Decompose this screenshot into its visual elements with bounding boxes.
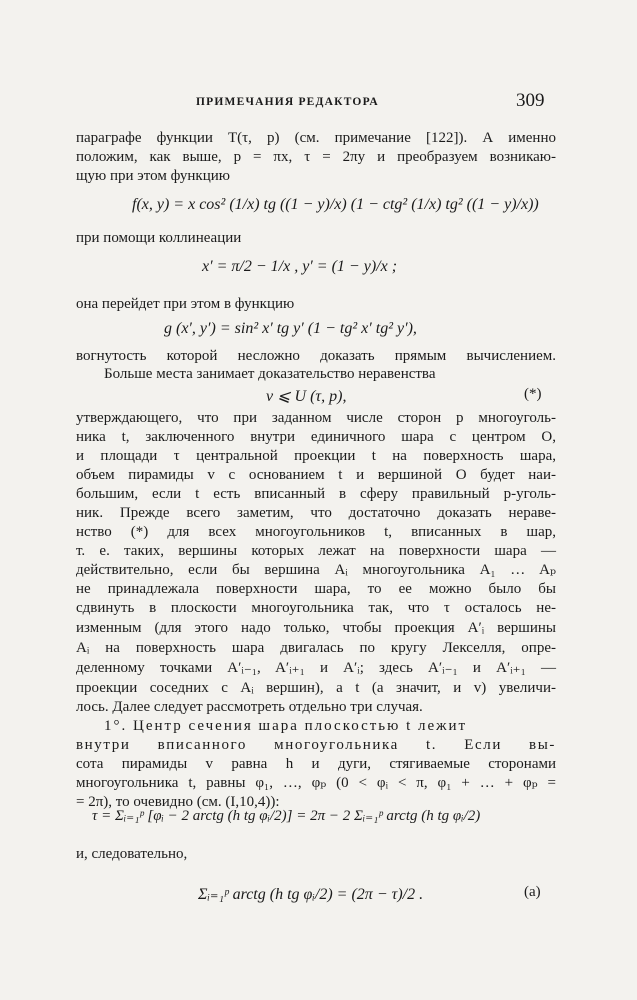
- formula-tau: τ = Σᵢ₌₁ᵖ [φᵢ − 2 arctg (h tg φᵢ/2)] = 2π − 2 Σᵢ₌₁ᵖ arctg (h tg φᵢ/2): [92, 808, 481, 824]
- text-line: т. е. таких, вершины которых лежат на поверхности шара —: [76, 543, 556, 559]
- text-line: действительно, если бы вершина Aᵢ многоугольника A₁ … Aₚ: [76, 562, 556, 578]
- text-line: и, следовательно,: [76, 846, 188, 862]
- formula-a: Σᵢ₌₁ᵖ arctg (h tg φᵢ/2) = (2π − τ)/2 .: [198, 886, 424, 903]
- running-head: ПРИМЕЧАНИЯ РЕДАКТОРА: [196, 96, 379, 108]
- text-line: проекции соседних с Aᵢ вершин), а t (а значит, и v) увеличи-: [76, 680, 556, 696]
- text-line: сота пирамиды v равна h и дуги, стягиваемые сторонами: [76, 756, 556, 772]
- page-number: 309: [516, 90, 545, 111]
- formula-collineation: x′ = π/2 − 1/x , y′ = (1 − y)/x ;: [202, 258, 398, 275]
- text-line: она перейдет при этом в функцию: [76, 296, 295, 312]
- text-line: объем пирамиды v с основанием t и вершиной O будет наи-: [76, 467, 556, 483]
- formula-f: f(x, y) = x cos² (1/x) tg ((1 − y)/x) (1 − ctg² (1/x) tg² ((1 − y)/x)): [132, 196, 539, 213]
- text-line: = 2π), то очевидно (см. (I,10,4)):: [76, 794, 280, 810]
- text-line: при помощи коллинеации: [76, 230, 242, 246]
- text-line: и площади τ центральной проекции t на поверхность шара,: [76, 448, 556, 464]
- equation-tag: (*): [524, 386, 542, 402]
- section-heading: 1°. Центр сечения шара плоскостью t лежит: [104, 718, 468, 734]
- text-line: ник. Прежде всего заметим, что достаточно доказать нераве-: [76, 505, 556, 521]
- text-line: утверждающего, что при заданном числе сторон p многоуголь-: [76, 410, 556, 426]
- formula-inequality: v ⩽ U (τ, p),: [266, 388, 347, 405]
- text-line: многоугольника t, равны φ₁, …, φₚ (0 < φᵢ < π, φ₁ + … + φₚ =: [76, 775, 556, 791]
- equation-tag: (a): [524, 884, 541, 900]
- formula-g: g (x′, y′) = sin² x′ tg y′ (1 − tg² x′ tg² y′),: [164, 320, 417, 337]
- text-line: нство (*) для всех многоугольников t, вписанных в шар,: [76, 524, 556, 540]
- text-line: деленному точками A′ᵢ₋₁, A′ᵢ₊₁ и A′ᵢ; здесь A′ᵢ₋₁ и A′ᵢ₊₁ —: [76, 660, 556, 676]
- text-line: изменным (для этого надо только, чтобы проекция A′ᵢ вершины: [76, 620, 556, 636]
- text-line: внутри вписанного многоугольника t. Если вы-: [76, 737, 556, 753]
- page-header: [0, 90, 637, 112]
- text-line: ника t, заключенного внутри единичного шара с центром O,: [76, 429, 556, 445]
- text-line: Aᵢ на поверхность шара двигалась по кругу Лекселля, опре-: [76, 640, 556, 656]
- text-line: положим, как выше, p = πx, τ = 2πy и преобразуем возникаю-: [76, 149, 556, 165]
- text-line: Больше места занимает доказательство неравенства: [104, 366, 436, 382]
- text-line: лось. Далее следует рассмотреть отдельно три случая.: [76, 699, 423, 715]
- text-line: сдвинуть в плоскости многоугольника так, что τ осталось не-: [76, 600, 556, 616]
- text-line: щую при этом функцию: [76, 168, 230, 184]
- text-line: вогнутость которой несложно доказать прямым вычислением.: [76, 348, 556, 364]
- text-line: не принадлежала поверхности шара, то ее можно было бы: [76, 581, 556, 597]
- text-line: параграфе функции T(τ, p) (см. примечание [122]). А именно: [76, 130, 556, 146]
- text-line: большим, если t есть вписанный в сферу правильный p-уголь-: [76, 486, 556, 502]
